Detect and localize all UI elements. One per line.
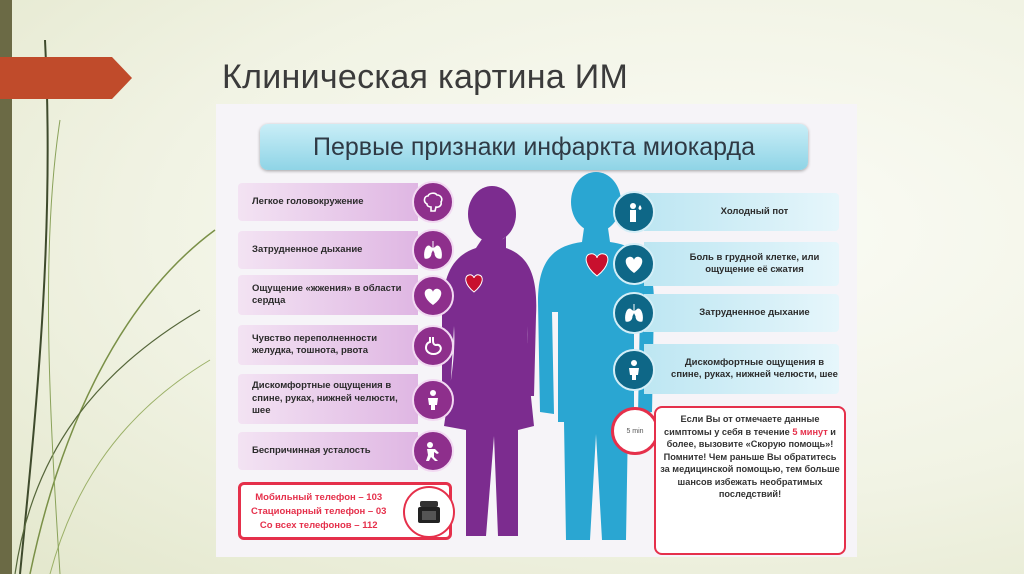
left-symptom-row	[238, 432, 418, 470]
symptom-text: Ощущение «жжения» в области сердца	[252, 282, 402, 306]
advice-line-3: Помните! Чем раньше Вы обратитесь за медицинской помощью, тем больше шансов избежать необратимых последствий!	[660, 451, 840, 499]
advice-line-1: Если Вы от отмечаете данные симптомы у себя в течение	[664, 414, 820, 437]
mobile-phone-number: Мобильный телефон – 103	[255, 492, 383, 503]
advice-highlight: 5 минут	[792, 426, 828, 437]
poster-heading: Первые признаки инфаркта миокарда	[260, 124, 808, 170]
all-phones-number: Со всех телефонов – 112	[259, 520, 378, 531]
symptom-text: Холодный пот	[720, 205, 789, 217]
emergency-phones-box	[238, 482, 452, 540]
symptom-text: Легкое головокружение	[252, 195, 364, 207]
left-symptom-row	[238, 275, 418, 315]
title-marker-tab	[0, 57, 132, 99]
heart-icon	[412, 275, 454, 317]
clock-label: 5 min	[626, 427, 644, 435]
sweat-icon	[613, 191, 655, 233]
lungs-icon	[613, 292, 655, 334]
stomach-icon	[412, 325, 454, 367]
symptom-text: Затрудненное дыхание	[252, 243, 363, 255]
advice-box	[654, 406, 846, 555]
right-symptom-row	[644, 193, 839, 231]
brain-icon	[412, 181, 454, 223]
advice-text	[660, 413, 840, 501]
infographic-poster	[216, 104, 857, 557]
advice-line-2: и более, вызовите «Скорую помощь»!	[666, 426, 836, 449]
five-minute-clock-icon	[611, 407, 659, 455]
symptom-text: Затрудненное дыхание	[699, 306, 810, 318]
person-pain-icon	[613, 349, 655, 391]
heart-icon	[613, 243, 655, 285]
left-symptom-row	[238, 325, 418, 365]
left-symptom-row	[238, 374, 418, 424]
lungs-icon	[412, 229, 454, 271]
right-symptom-row	[644, 242, 839, 286]
phone-numbers	[251, 491, 386, 533]
left-symptom-row	[238, 231, 418, 269]
symptom-text: Дискомфортные ощущения в спине, руках, нижней челюсти, шее	[252, 380, 398, 417]
symptom-text: Беспричинная усталость	[252, 444, 371, 456]
slide-title: Клиническая картина ИМ	[222, 58, 629, 96]
landline-phone-number: Стационарный телефон – 03	[251, 506, 387, 517]
right-symptom-row	[644, 294, 839, 332]
symptom-text: Чувство переполненности желудка, тошнота, рвота	[252, 332, 378, 356]
person-pain-icon	[412, 379, 454, 421]
right-symptom-row	[644, 344, 839, 394]
tired-person-icon	[412, 430, 454, 472]
left-symptom-row	[238, 183, 418, 221]
female-heart-icon	[464, 272, 484, 294]
symptom-text: Боль в грудной клетке, или ощущение её сжатия	[689, 251, 820, 275]
symptom-text: Дискомфортные ощущения в спине, руках, нижней челюсти, шее	[671, 356, 838, 380]
male-heart-icon	[584, 250, 610, 278]
telephone-icon	[403, 486, 455, 538]
